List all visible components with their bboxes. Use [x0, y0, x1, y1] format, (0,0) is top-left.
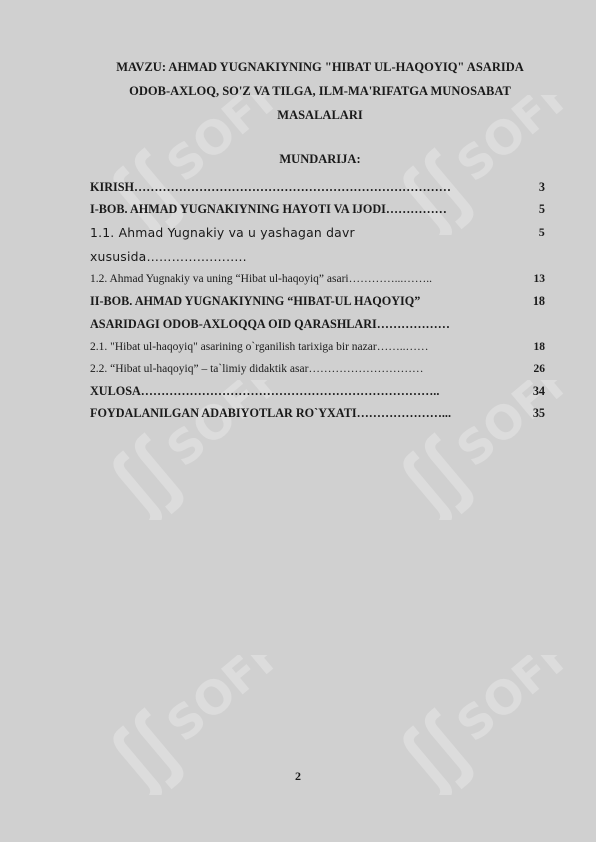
toc-page-number: 13	[533, 273, 545, 285]
toc-entry-text: KIRISH……………………………………………………………………	[90, 179, 451, 194]
toc-page-number: 3	[538, 179, 545, 194]
toc-page-number: 5	[538, 201, 545, 216]
toc-page-number: 5	[538, 224, 545, 239]
toc-entry	[90, 220, 550, 244]
toc-page-number: 18	[533, 341, 545, 353]
title-line: MASALALARI	[277, 108, 363, 122]
toc-entry-text: ASARIDAGI ODOB-AXLOQQA OID QARASHLARI………………	[90, 316, 450, 331]
toc-entry-text: xususida…………....……..	[90, 248, 247, 264]
title-line: MAVZU: AHMAD YUGNAKIYNING "HIBAT UL-HAQOYIQ" ASARIDA	[116, 60, 524, 74]
toc-entry-text: 2.2. “Hibat ul-haqoyiq” – ta`limiy didaktik asar…………………………	[90, 363, 424, 375]
toc-entry-text: I-BOB. AHMAD YUGNAKIYNING HAYOTI VA IJODI……………	[90, 201, 447, 216]
toc-entry-text: XULOSA………………………………………………………………..	[90, 383, 440, 398]
table-of-contents	[90, 176, 550, 424]
watermark-text: SOFF	[156, 380, 275, 477]
toc-page-number: 26	[533, 363, 545, 375]
watermark-text: SOFF	[446, 95, 565, 192]
document-title	[80, 55, 560, 127]
toc-entry	[90, 244, 550, 268]
toc-heading: MUNDARIJA:	[279, 152, 361, 166]
toc-page-number: 35	[532, 405, 545, 420]
toc-entry	[90, 198, 550, 220]
toc-page-number: 34	[532, 383, 545, 398]
toc-entry	[90, 268, 550, 290]
watermark-text: SOFF	[446, 655, 565, 752]
toc-page-number: 18	[532, 293, 545, 308]
toc-entry-text: 1.2. Ahmad Yugnakiy va uning “Hibat ul-haqoyiq” asari…………...……..	[90, 273, 432, 285]
page-number: 2	[295, 769, 301, 783]
toc-entry-text: II-BOB. AHMAD YUGNAKIYNING “HIBAT-UL HAQOYIQ”	[90, 293, 421, 308]
toc-entry	[90, 312, 550, 336]
toc-entry	[90, 290, 550, 312]
toc-entry	[90, 358, 550, 380]
title-line: ODOB-AXLOQ, SO'Z VA TILGA, ILM-MA'RIFATGA MUNOSABAT	[129, 84, 511, 98]
watermark-text: SOFF	[156, 655, 275, 752]
watermark-text: SOFF	[156, 95, 275, 192]
toc-entry	[90, 176, 550, 198]
toc-entry	[90, 336, 550, 358]
toc-entry	[90, 380, 550, 402]
toc-entry	[90, 402, 550, 424]
toc-entry-text: FOYDALANILGAN ADABIYOTLAR RO`YXATI…………………...	[90, 405, 452, 420]
watermark-text: SOFF	[446, 380, 565, 477]
toc-entry-text: 1.1. Ahmad Yugnakiy va u yashagan davr	[90, 224, 355, 240]
toc-entry-text: 2.1. "Hibat ul-haqoyiq" asarining o`rganilish tarixiga bir nazar……..……	[90, 341, 429, 353]
